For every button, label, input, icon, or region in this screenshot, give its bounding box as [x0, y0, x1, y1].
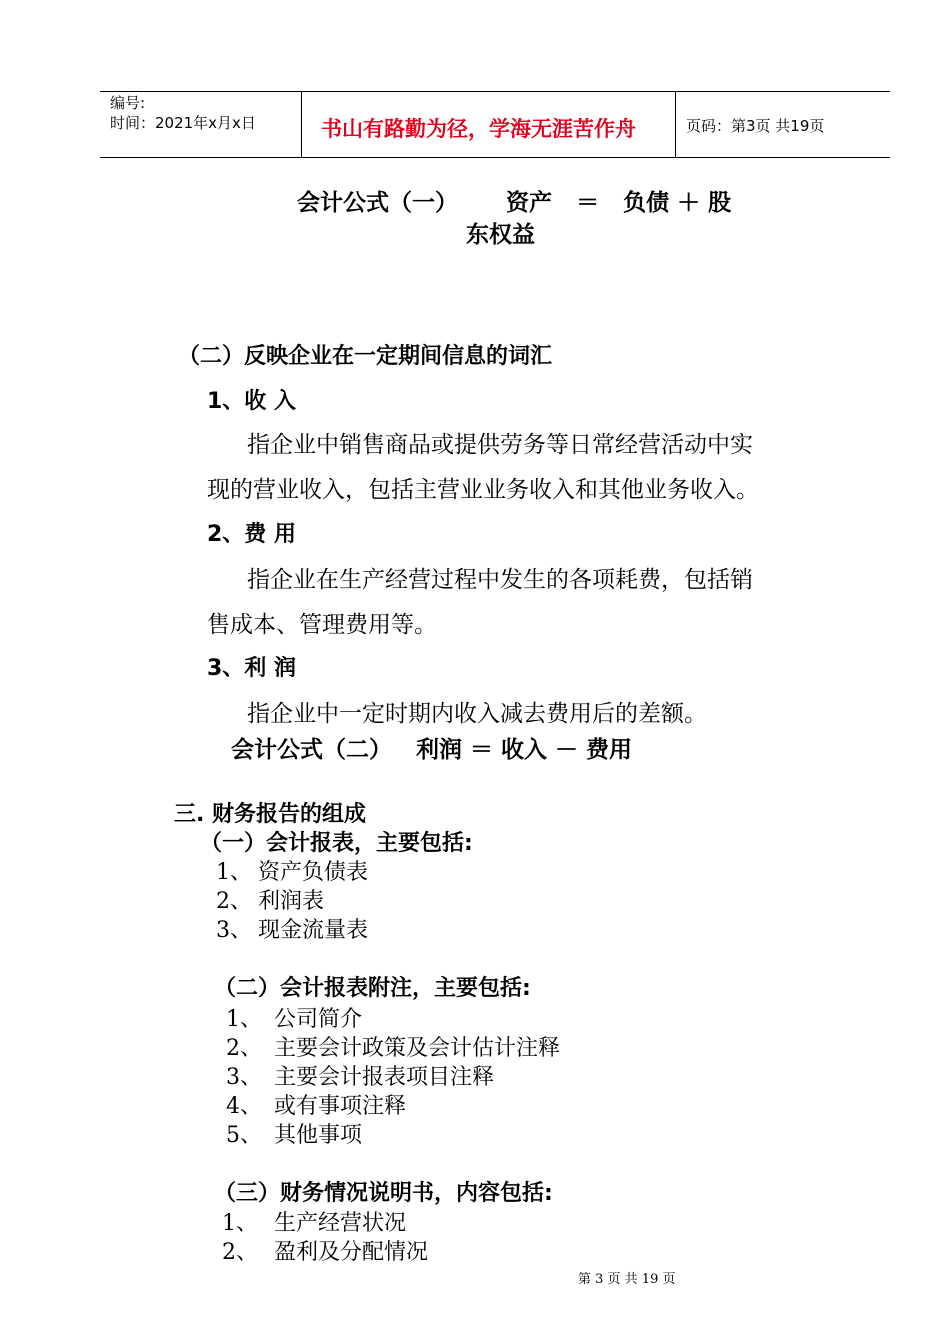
formula-one-line1: 会计公式（一） 资产 ＝ 负债 ＋ 股 [297, 190, 732, 216]
header-divider-left [301, 91, 302, 158]
list-number: 2、 [226, 1036, 262, 1061]
income-paragraph-line2: 现的营业收入，包括主营业业务收入和其他业务收入。 [207, 477, 759, 503]
profit-heading: 3、利 润 [207, 656, 296, 681]
list-number: 3、 [216, 918, 252, 943]
header-top-rule [100, 91, 890, 92]
list-item [216, 913, 368, 944]
list-text: 公司简介 [274, 1007, 363, 1032]
formula-one-line2: 东权益 [466, 222, 535, 248]
list-item [216, 884, 324, 915]
header-time-label: 时间：2021年x月x日 [110, 114, 256, 132]
income-heading: 1、收 入 [207, 389, 296, 414]
expense-paragraph-line1: 指企业在生产经营过程中发生的各项耗费，包括销 [247, 567, 753, 593]
list-text: 生产经营状况 [274, 1211, 407, 1236]
list-item [226, 1118, 362, 1149]
list-number: 2、 [222, 1240, 258, 1265]
income-paragraph-line1: 指企业中销售商品或提供劳务等日常经营活动中实 [247, 432, 753, 458]
list-item [226, 1089, 406, 1120]
list-text: 主要会计报表项目注释 [274, 1065, 495, 1090]
header-number-label: 编号: [110, 94, 146, 112]
list-text: 或有事项注释 [274, 1094, 407, 1119]
list-number: 4、 [226, 1094, 262, 1119]
list-number: 1、 [216, 860, 252, 885]
list-text: 现金流量表 [258, 918, 369, 943]
list-item [226, 1002, 362, 1033]
list-item [226, 1031, 560, 1062]
page-footer: 第 3 页 共 19 页 [578, 1272, 676, 1287]
part-two-title: （二）会计报表附注，主要包括: [214, 976, 531, 1001]
list-number: 3、 [226, 1065, 262, 1090]
expense-paragraph-line2: 售成本、管理费用等。 [207, 612, 437, 638]
list-number: 1、 [226, 1007, 262, 1032]
list-item [222, 1235, 428, 1266]
list-item [216, 855, 368, 886]
list-text: 其他事项 [274, 1123, 363, 1148]
list-item [226, 1060, 494, 1091]
part-three-title: （三）财务情况说明书，内容包括: [214, 1181, 553, 1206]
list-text: 利润表 [258, 889, 325, 914]
list-number: 2、 [216, 889, 252, 914]
list-text: 资产负债表 [258, 860, 369, 885]
profit-paragraph-line1: 指企业中一定时期内收入减去费用后的差额。 [247, 701, 707, 727]
part-one-title: （一）会计报表，主要包括: [200, 831, 473, 856]
formula-two: 会计公式（二） 利润 ＝ 收入 － 费用 [231, 737, 633, 763]
list-text: 盈利及分配情况 [274, 1240, 429, 1265]
list-number: 5、 [226, 1123, 262, 1148]
list-text: 主要会计政策及会计估计注释 [274, 1036, 561, 1061]
section-two-title: （二）反映企业在一定期间信息的词汇 [178, 344, 553, 369]
expense-heading: 2、费 用 [207, 522, 296, 547]
list-item [222, 1206, 406, 1237]
header-bottom-rule [100, 157, 890, 158]
header-motto: 书山有路勤为径，学海无涯苦作舟 [321, 117, 636, 141]
header-page-info: 页码：第3页 共19页 [686, 117, 825, 135]
header-divider-right [675, 91, 676, 158]
section-three-title: 三. 财务报告的组成 [174, 802, 367, 827]
list-number: 1、 [222, 1211, 258, 1236]
